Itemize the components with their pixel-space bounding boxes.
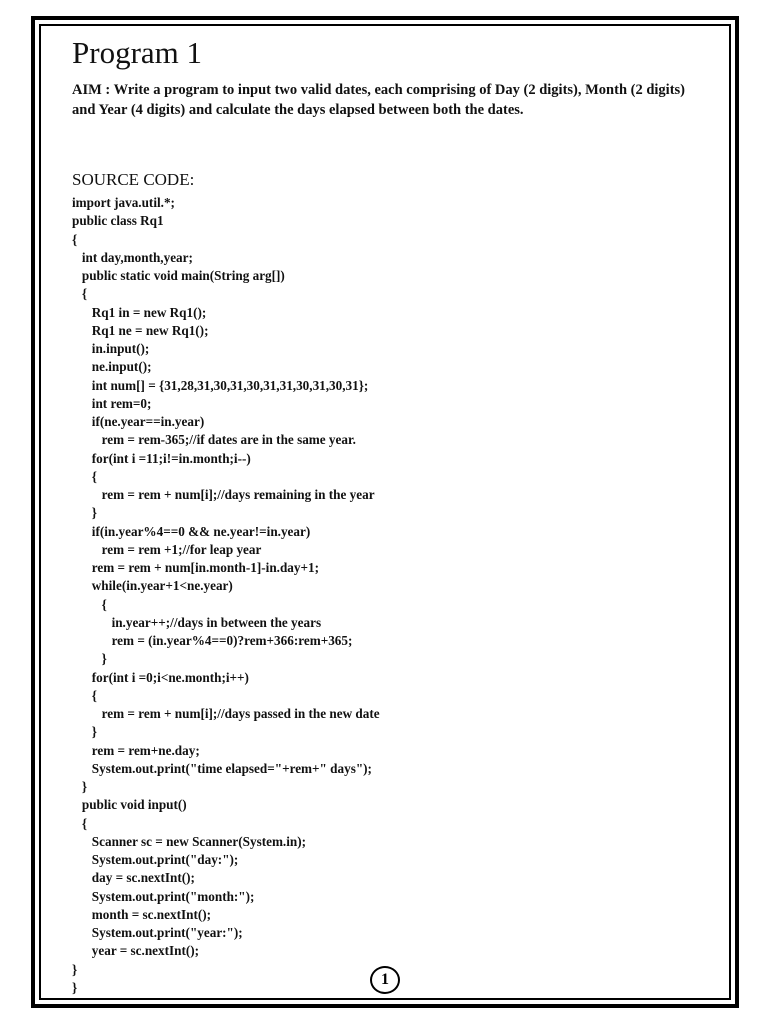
code-line: int rem=0; (72, 395, 152, 411)
code-line: { (72, 687, 97, 703)
code-line: { (72, 286, 88, 302)
code-line: rem = rem + num[in.month-1]-in.day+1; (72, 560, 319, 575)
code-line: Rq1 in = new Rq1(); (72, 304, 207, 320)
code-line: in.input(); (72, 341, 150, 356)
code-line: public void input() (72, 797, 187, 813)
aim-paragraph: AIM : Write a program to input two valid dates, each comprising of Day (2 digits), Month (2 digits) and Year (4 digits) and calculate the days elapsed between both the dates. (72, 82, 686, 118)
code-line: for(int i =0;i<ne.month;i++) (72, 669, 249, 685)
code-line: ne.input(); (72, 359, 152, 375)
code-line: public static void main(String arg[]) (72, 268, 285, 283)
code-line: System.out.print("day:"); (72, 852, 239, 867)
code-line: } (72, 505, 97, 521)
code-line: for(int i =11;i!=in.month;i--) (72, 450, 251, 466)
code-line: year = sc.nextInt(); (72, 943, 200, 959)
code-line: in.year++;//days in between the years (72, 614, 322, 630)
code-line: rem = rem + num[i];//days remaining in the year (72, 487, 375, 502)
code-line: } (72, 651, 107, 667)
code-line: rem = rem + num[i];//days passed in the new date (72, 706, 380, 721)
code-line: } (72, 961, 78, 977)
code-line: if(in.year%4==0 && ne.year!=in.year) (72, 523, 311, 539)
code-line: System.out.print("year:"); (72, 925, 243, 940)
source-code-block (72, 194, 380, 997)
code-line: { (72, 468, 97, 484)
code-line: while(in.year+1<ne.year) (72, 578, 233, 594)
code-line: System.out.print("time elapsed="+rem+" days"); (72, 760, 372, 776)
code-line: } (72, 724, 97, 740)
code-line: rem = rem +1;//for leap year (72, 541, 262, 557)
code-line: Scanner sc = new Scanner(System.in); (72, 833, 307, 849)
code-line: { (72, 596, 107, 612)
code-line: month = sc.nextInt(); (72, 906, 212, 922)
code-line: if(ne.year==in.year) (72, 414, 205, 429)
page-title: Program 1 (72, 35, 203, 70)
code-line: } (72, 979, 78, 995)
code-line: rem = (in.year%4==0)?rem+366:rem+365; (72, 633, 353, 648)
code-line: System.out.print("month:"); (72, 888, 255, 904)
code-line: { (72, 815, 88, 831)
code-line: int num[] = {31,28,31,30,31,30,31,31,30,31,30,31}; (72, 377, 369, 393)
code-line: Rq1 ne = new Rq1(); (72, 322, 209, 338)
code-line: { (72, 231, 78, 247)
source-code-heading: SOURCE CODE: (72, 170, 195, 189)
code-line: import java.util.*; (72, 195, 175, 210)
page-number-badge: 1 (370, 966, 400, 994)
code-line: int day,month,year; (72, 249, 193, 265)
code-line: day = sc.nextInt(); (72, 870, 195, 886)
code-line: public class Rq1 (72, 213, 164, 229)
code-line: } (72, 779, 88, 794)
code-line: rem = rem+ne.day; (72, 742, 200, 758)
code-line: rem = rem-365;//if dates are in the same year. (72, 432, 356, 448)
